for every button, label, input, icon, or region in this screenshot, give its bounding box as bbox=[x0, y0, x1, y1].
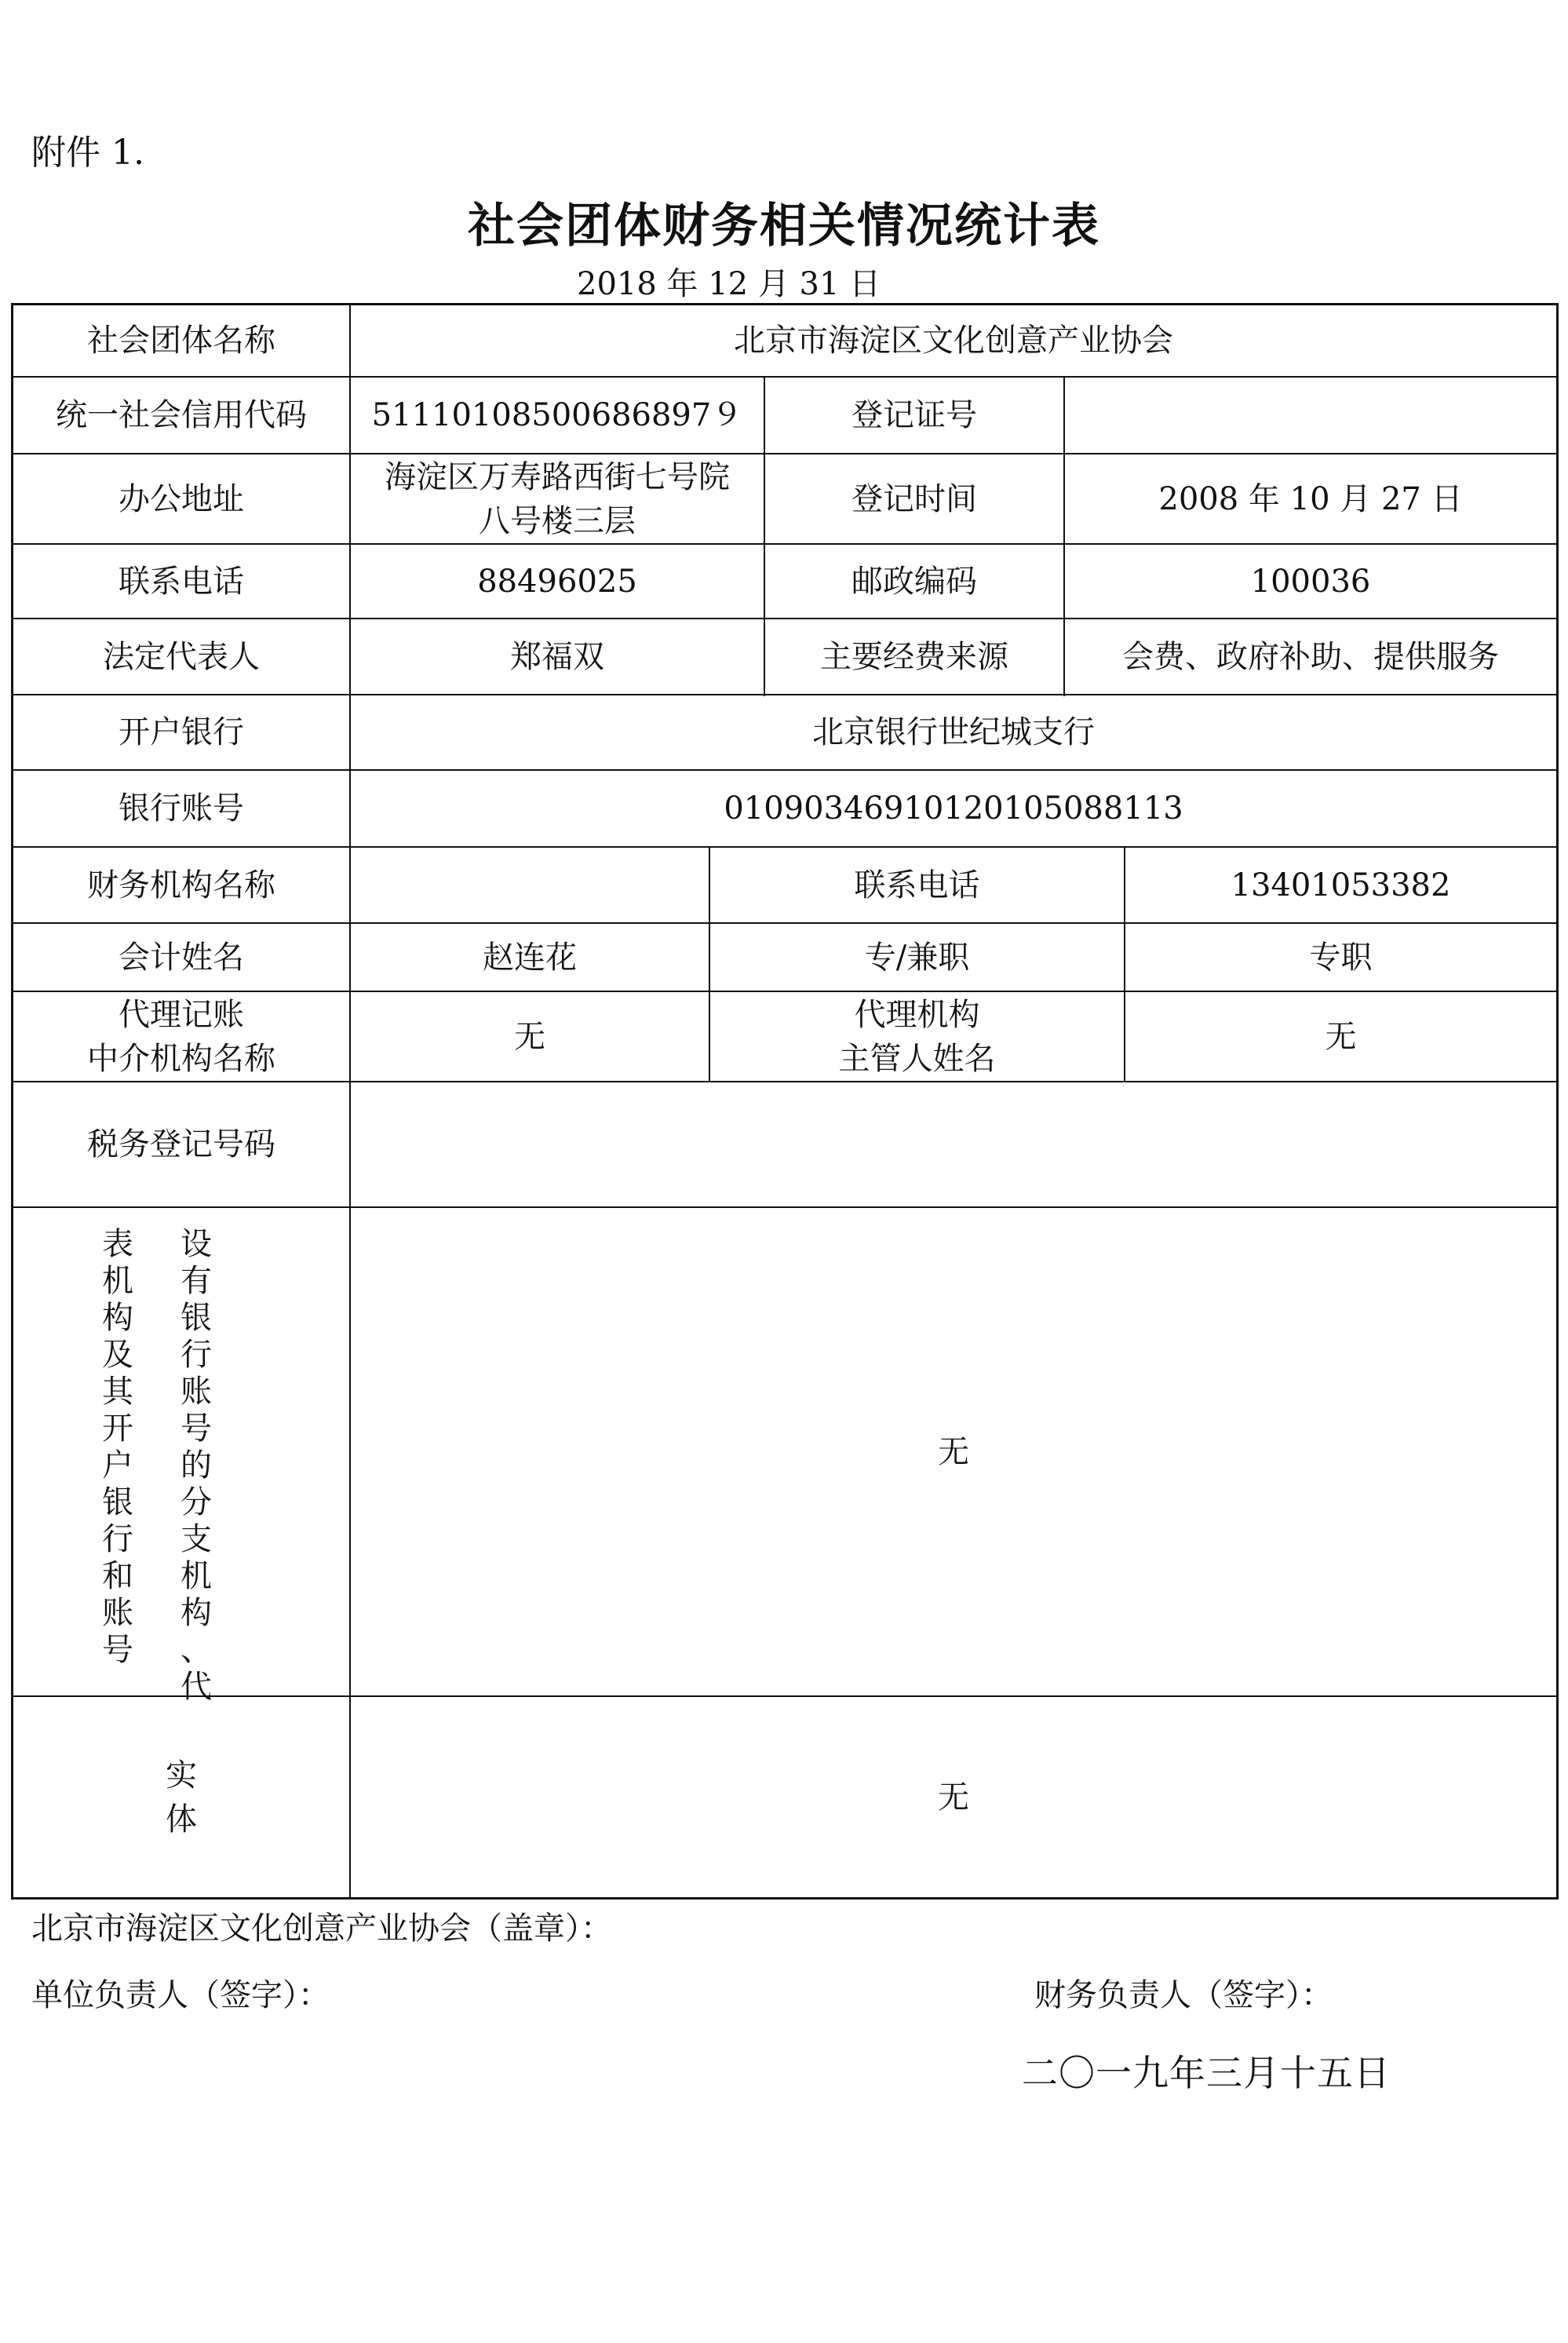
finance-head-signature-label: 财务负责人（签字）： bbox=[1034, 1977, 1333, 2013]
bank-label: 开户银行 bbox=[119, 714, 244, 750]
entity-value: 无 bbox=[938, 1779, 969, 1816]
vertical-label-char: 构 bbox=[102, 1300, 133, 1336]
funding-value: 会费、政府补助、提供服务 bbox=[1122, 638, 1499, 675]
vertical-label-char: 构 bbox=[181, 1595, 212, 1631]
accountant-value: 赵连花 bbox=[483, 939, 577, 976]
postcode-value: 100036 bbox=[1250, 563, 1371, 600]
vertical-label-char: 的 bbox=[181, 1447, 212, 1484]
fin-phone-value: 13401053382 bbox=[1231, 867, 1451, 903]
reg-no-value bbox=[1064, 377, 1557, 454]
vertical-label-char: 分 bbox=[181, 1484, 212, 1520]
vertical-label-char: 行 bbox=[181, 1337, 212, 1373]
org-name-value: 北京市海淀区文化创意产业协会 bbox=[734, 323, 1173, 359]
legal-rep-label: 法定代表人 bbox=[103, 638, 260, 675]
account-value: 01090346910120105088113 bbox=[724, 790, 1183, 827]
vertical-label-char: 开 bbox=[102, 1411, 133, 1447]
address-line-1: 海淀区万寿路西街七号院 bbox=[385, 458, 730, 495]
report-date: 2018 年 12 月 31 日 bbox=[577, 266, 881, 302]
vertical-label-char: 行 bbox=[102, 1521, 133, 1557]
agency-head-label-line-2: 主管人姓名 bbox=[838, 1040, 996, 1077]
vertical-label-char: 、 bbox=[181, 1632, 212, 1668]
tax-no-label: 税务登记号码 bbox=[87, 1126, 275, 1162]
address-label: 办公地址 bbox=[119, 480, 244, 517]
vertical-label-char: 账 bbox=[102, 1595, 133, 1631]
agency-label-line-2: 中介机构名称 bbox=[87, 1040, 275, 1077]
account-label: 银行账号 bbox=[119, 790, 244, 827]
employment-label: 专/兼职 bbox=[864, 939, 970, 976]
vertical-label-char: 账 bbox=[181, 1374, 212, 1410]
attachment-label: 附件 1. bbox=[31, 133, 144, 173]
agency-label bbox=[13, 991, 350, 1082]
vertical-label-char: 银 bbox=[102, 1484, 133, 1520]
bank-value: 北京银行世纪城支行 bbox=[812, 714, 1095, 750]
agency-head-value: 无 bbox=[1325, 1018, 1357, 1055]
phone-value: 88496025 bbox=[477, 563, 637, 600]
agency-head-label bbox=[709, 991, 1125, 1082]
vertical-label-char: 户 bbox=[102, 1447, 133, 1484]
signature-date: 二〇一九年三月十五日 bbox=[1022, 2052, 1391, 2094]
entity-label-line-2: 体 bbox=[166, 1801, 197, 1838]
phone-label: 联系电话 bbox=[119, 563, 244, 600]
employment-value: 专职 bbox=[1309, 939, 1373, 976]
fin-org-label: 财务机构名称 bbox=[87, 867, 275, 903]
credit-code-value: 51110108500686897９ bbox=[371, 397, 743, 433]
postcode-label: 邮政编码 bbox=[851, 563, 977, 600]
agency-value: 无 bbox=[514, 1018, 545, 1055]
vertical-label-char: 代 bbox=[181, 1669, 212, 1705]
unit-head-signature-label: 单位负责人（签字）： bbox=[31, 1977, 330, 2013]
seal-line: 北京市海淀区文化创意产业协会（盖章）： bbox=[31, 1911, 612, 1947]
vertical-label-char: 表 bbox=[102, 1226, 133, 1262]
page-title: 社会团体财务相关情况统计表 bbox=[468, 199, 1100, 254]
vertical-label-char: 支 bbox=[181, 1521, 212, 1557]
vertical-label-char: 号 bbox=[181, 1411, 212, 1447]
agency-label-line-1: 代理记账 bbox=[119, 996, 244, 1033]
credit-code-label: 统一社会信用代码 bbox=[56, 397, 307, 433]
vertical-label-char: 号 bbox=[102, 1632, 133, 1668]
vertical-label-char: 和 bbox=[102, 1558, 133, 1594]
address-line-2: 八号楼三层 bbox=[479, 502, 636, 539]
funding-label: 主要经费来源 bbox=[820, 638, 1008, 675]
vertical-label-char: 设 bbox=[181, 1226, 212, 1262]
vertical-label-char: 机 bbox=[181, 1558, 212, 1594]
fin-phone-label: 联系电话 bbox=[854, 867, 980, 903]
branches-label-column-2 bbox=[100, 1226, 135, 1669]
legal-rep-value: 郑福双 bbox=[510, 638, 604, 675]
branches-value: 无 bbox=[938, 1433, 969, 1470]
accountant-label: 会计姓名 bbox=[119, 939, 244, 976]
tax-no-value bbox=[350, 1082, 1557, 1207]
vertical-label-char: 其 bbox=[102, 1374, 133, 1410]
vertical-label-char: 有 bbox=[181, 1263, 212, 1299]
org-name-label: 社会团体名称 bbox=[87, 323, 275, 359]
reg-time-label: 登记时间 bbox=[851, 480, 977, 517]
branches-label-column-1 bbox=[179, 1226, 213, 1706]
entity-label bbox=[13, 1696, 350, 1898]
agency-head-label-line-1: 代理机构 bbox=[854, 996, 980, 1033]
vertical-label-char: 及 bbox=[102, 1337, 133, 1373]
address-value bbox=[350, 454, 764, 544]
entity-label-line-1: 实 bbox=[166, 1757, 197, 1794]
reg-no-label: 登记证号 bbox=[851, 397, 977, 433]
vertical-label-char: 银 bbox=[181, 1300, 212, 1336]
reg-time-value: 2008 年 10 月 27 日 bbox=[1158, 480, 1463, 517]
fin-org-value bbox=[350, 847, 709, 923]
vertical-label-char: 机 bbox=[102, 1263, 133, 1299]
